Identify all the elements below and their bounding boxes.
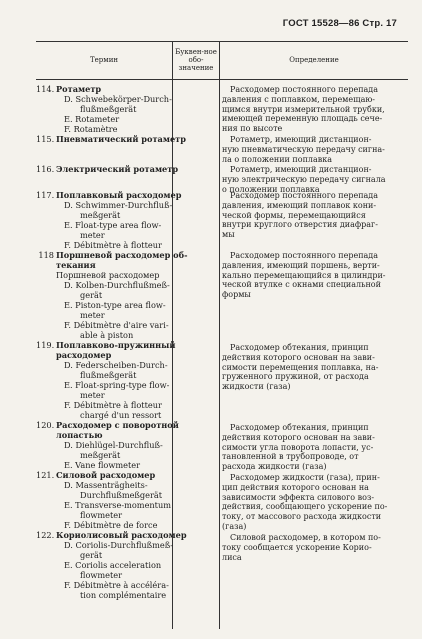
- definition-117: [222, 191, 407, 240]
- entry-line: D. Coriolis-Durchflußmeß-: [64, 540, 173, 550]
- entry-line: текания: [56, 260, 96, 270]
- definition-line: давления с поплавком, перемещаю-: [222, 94, 376, 104]
- entry-line: meter: [80, 230, 105, 240]
- definition-line: груженного пружиной, от расхода: [222, 372, 369, 382]
- entry-line: E. Float-spring-type flow-: [64, 380, 170, 390]
- entry-line: D. Massenträgheits-: [64, 480, 148, 490]
- page-header: [0, 0, 422, 40]
- entry-line: F. Débitmètre à accéléra-: [64, 580, 169, 590]
- entry-line: расходомер: [56, 350, 112, 360]
- definition-line: Расходомер постоянного перепада: [230, 191, 378, 200]
- definition-line: действия которого основан на зави-: [222, 352, 375, 362]
- definition-line: симости перемещения поплавка, на-: [222, 362, 379, 372]
- entry-line: gerät: [80, 290, 103, 300]
- entry-line: D. Schwimmer-Durchfluß-: [64, 200, 173, 210]
- definition-line: мы: [222, 230, 235, 240]
- entry-line: able à piston: [80, 330, 134, 340]
- entry-title: Кориолисовый расходомер: [56, 530, 187, 540]
- entry-line: F. Débitmètre de force: [64, 520, 158, 530]
- entry-title: Электрический ротаметр: [56, 164, 179, 174]
- entry-line: F. Débitmètre à flotteur: [64, 240, 162, 250]
- entry-line: F. Débitmètre d'aire vari-: [64, 320, 169, 330]
- definition-122: [222, 533, 407, 562]
- definition-120: [222, 423, 407, 472]
- entry-number: 115.: [36, 134, 55, 144]
- definition-line: симости угла поворота лопасти, ус-: [222, 442, 374, 452]
- entry-title: Расходомер с поворотной: [56, 420, 179, 430]
- definition-line: цип действия которого основан на: [222, 482, 369, 492]
- definition-line: давления, имеющий поплавок кони-: [222, 200, 377, 210]
- definition-line: жидкости (газа): [222, 382, 291, 392]
- definition-line: Расходомер постоянного перепада: [230, 85, 378, 94]
- entry-line: flußmeßgerät: [80, 104, 137, 114]
- definition-line: ную электрическую передачу сигнала: [222, 174, 386, 184]
- entry-line: D. Schwebekörper-Durch-: [64, 94, 172, 104]
- definition-line: ла о положении поплавка: [222, 154, 333, 164]
- definition-119: [222, 343, 407, 392]
- entry-title: Поплавковый расходомер: [56, 190, 182, 200]
- terms-table: [36, 41, 408, 629]
- entry-line: D. Diehlügel-Durchfluß-: [64, 440, 163, 450]
- entry-line: chargé d'un ressort: [80, 410, 162, 420]
- definition-line: ния по высоте: [222, 124, 283, 134]
- column-divider-2: [219, 41, 220, 629]
- definition-line: Расходомер жидкости (газа), прин-: [230, 473, 380, 482]
- definition-line: давления, имеющий поршень, верти-: [222, 260, 380, 270]
- entry-line: F. Rotamètre: [64, 124, 118, 134]
- definition-line: действия которого основан на зави-: [222, 432, 375, 442]
- entry-line: tion complémentaire: [80, 590, 167, 600]
- entry-line: flowmeter: [80, 570, 123, 580]
- entry-line: E. Vane flowmeter: [64, 460, 141, 470]
- definition-line: расхода жидкости (газа): [222, 462, 327, 472]
- entry-number: 118: [38, 250, 54, 260]
- definition-line: Расходомер обтекания, принцип: [230, 343, 369, 352]
- entry-line: E. Rotameter: [64, 114, 120, 124]
- entry-line: meßgerät: [80, 450, 121, 460]
- entry-line: F. Débitmètre à flotteur: [64, 400, 162, 410]
- entry-number: 122.: [36, 530, 55, 540]
- entry-line: flußmeßgerät: [80, 370, 137, 380]
- entry-line: Durchflußmeßgerät: [80, 490, 163, 500]
- entry-line: лопастью: [56, 430, 103, 440]
- definition-121: [222, 473, 407, 532]
- definition-line: ную пневматическую передачу сигна-: [222, 144, 385, 154]
- header-equivalent: Буквен-ное обо-значение: [175, 48, 217, 72]
- entry-title: Поплавково-пружинный: [56, 340, 176, 350]
- definition-line: щимся внутри измерительной трубки,: [222, 104, 385, 114]
- table-header-rule: [36, 79, 408, 80]
- definition-line: имеющей переменную площадь сече-: [222, 114, 383, 124]
- entry-title: Поршневой расходомер об-: [56, 250, 188, 260]
- definition-line: Расходомер постоянного перепада: [230, 251, 378, 260]
- definition-line: Расходомер обтекания, принцип: [230, 423, 369, 432]
- entry-title: Ротаметр: [56, 84, 102, 94]
- definition-line: лиса: [222, 552, 242, 562]
- header-term: Термин: [89, 56, 119, 64]
- definition-line: ческой втулке с окнами специальной: [222, 280, 381, 290]
- definition-line: внутри круглого отверстия диафраг-: [222, 220, 378, 230]
- definition-line: о положении поплавка: [222, 184, 320, 194]
- entry-title: Силовой расходомер: [56, 470, 156, 480]
- header-definition: Определение: [289, 56, 339, 64]
- definition-118: [222, 251, 407, 300]
- definition-line: току сообщается ускорение Корио-: [222, 542, 372, 552]
- entry-line: meßgerät: [80, 210, 121, 220]
- definition-line: току, от массового расхода жидкости: [222, 512, 382, 522]
- standard-page-label: ГОСТ 15528—86 Стр. 17: [282, 18, 397, 29]
- entry-number: 121.: [36, 470, 55, 480]
- definition-114: [222, 85, 407, 134]
- entry-line: flowmeter: [80, 510, 123, 520]
- entry-line: E. Transverse-momentum: [64, 500, 172, 510]
- definition-116: [222, 165, 407, 194]
- entry-line: meter: [80, 310, 105, 320]
- entry-number: 120.: [36, 420, 55, 430]
- entry-number: 116.: [36, 164, 55, 174]
- entry-line: gerät: [80, 550, 103, 560]
- definition-line: зависимости эффекта силового воз-: [222, 492, 375, 502]
- definition-line: ческой формы, перемещающийся: [222, 210, 366, 220]
- entry-line: D. Kolben-Durchflußmeß-: [64, 280, 170, 290]
- entry-line: meter: [80, 390, 105, 400]
- definition-line: (газа): [222, 521, 247, 531]
- definition-line: Ротаметр, имеющий дистанцион-: [230, 165, 372, 174]
- entry-number: 119.: [36, 340, 55, 350]
- definition-line: действия, сообщающего ускорение по-: [222, 502, 388, 512]
- definition-line: формы: [222, 290, 251, 300]
- entry-line: E. Coriolis acceleration: [64, 560, 162, 570]
- entry-title: Пневматический ротаметр: [56, 134, 186, 144]
- entry-line: E. Piston-type area flow-: [64, 300, 166, 310]
- entry-line: Поршневой расходомер: [56, 270, 160, 280]
- definition-line: Силовой расходомер, в котором по-: [230, 533, 381, 542]
- entry-line: D. Federscheiben-Durch-: [64, 360, 168, 370]
- definition-line: кально перемещающийся в цилиндри-: [222, 270, 386, 280]
- entry-number: 117.: [36, 190, 55, 200]
- definition-line: Ротаметр, имеющий дистанцион-: [230, 135, 372, 144]
- definition-line: тановленной в трубопроводе, от: [222, 452, 359, 462]
- definition-115: [222, 135, 407, 164]
- entry-number: 114.: [36, 84, 55, 94]
- entry-line: E. Float-type area flow-: [64, 220, 162, 230]
